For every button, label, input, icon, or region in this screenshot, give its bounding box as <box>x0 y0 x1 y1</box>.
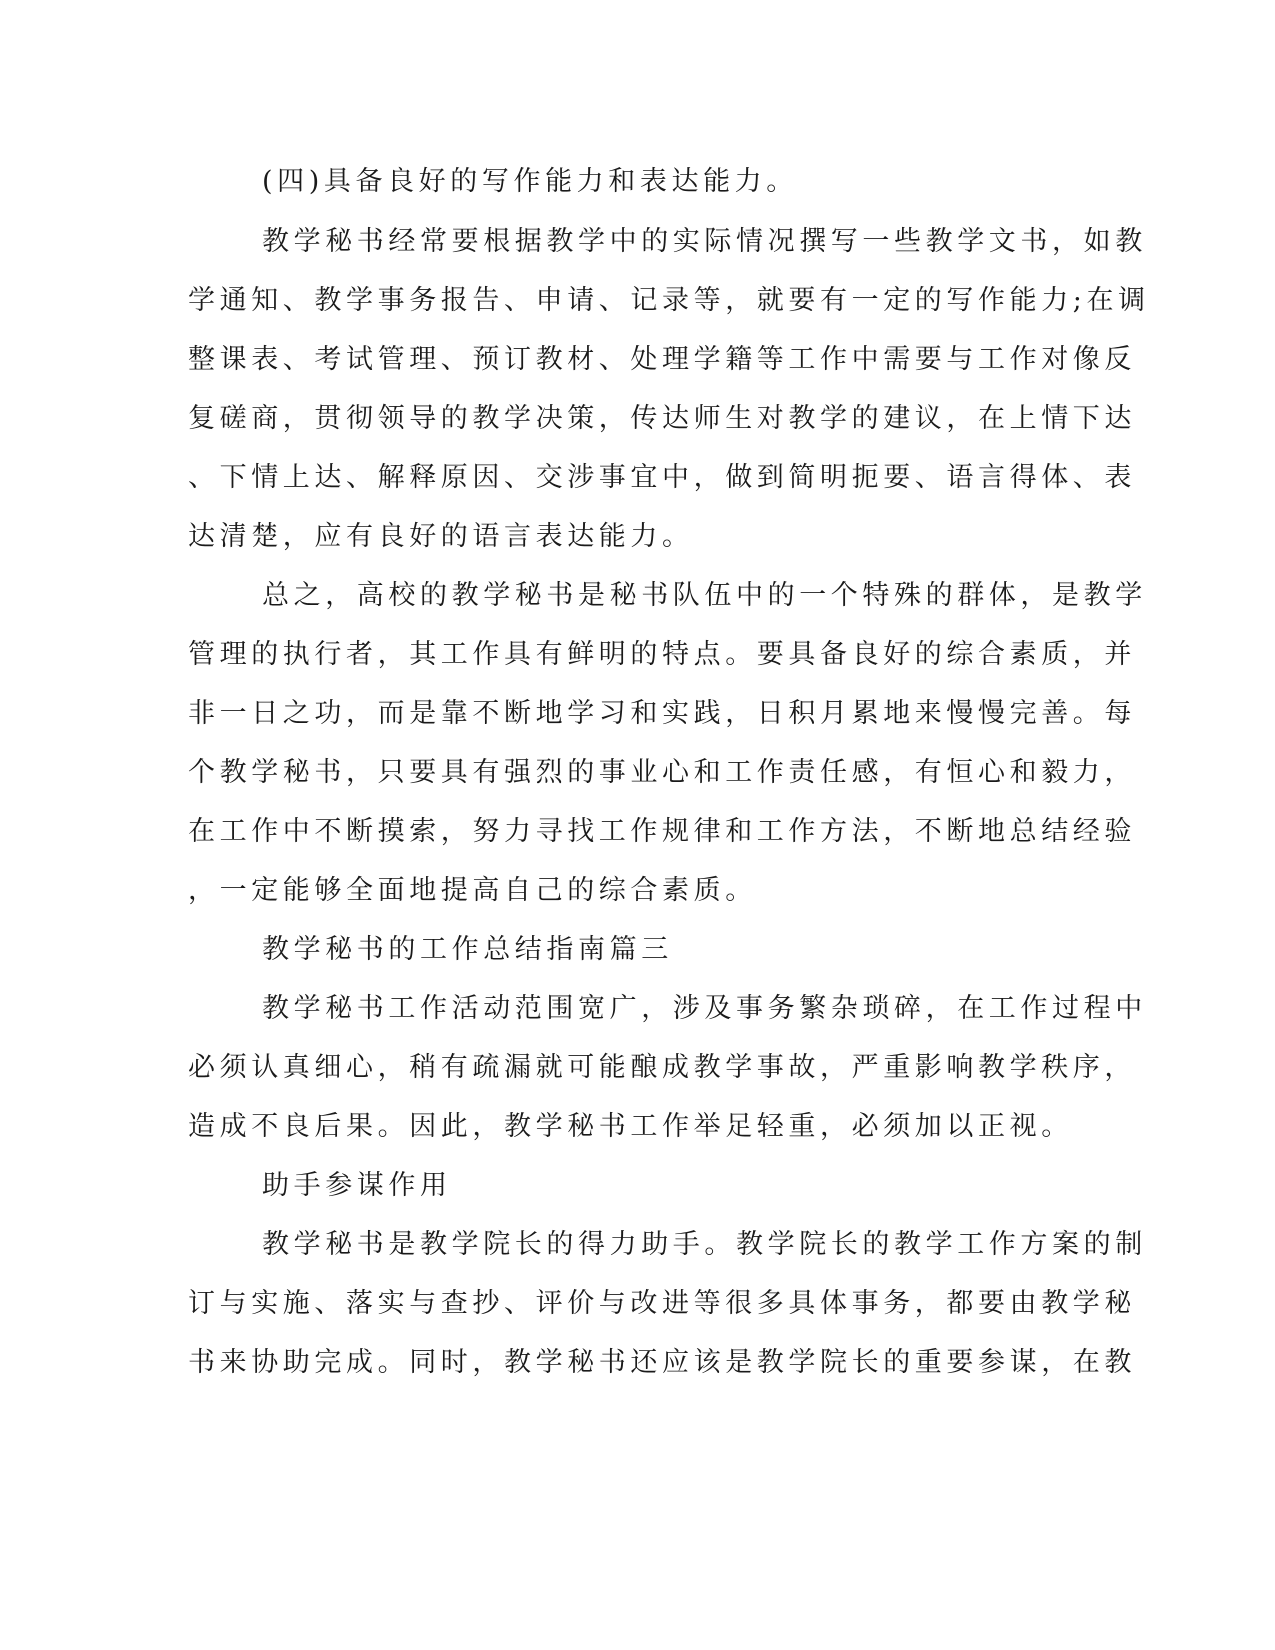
text-line: 、下情上达、解释原因、交涉事宜中，做到简明扼要、语言得体、表 <box>188 462 1136 493</box>
text-line: 在工作中不断摸索，努力寻找工作规律和工作方法，不断地总结经验 <box>188 816 1136 847</box>
text-line: 个教学秘书，只要具有强烈的事业心和工作责任感，有恒心和毅力， <box>188 757 1136 788</box>
text-line: 学通知、教学事务报告、申请、记录等，就要有一定的写作能力;在调 <box>188 285 1150 316</box>
text-line: 整课表、考试管理、预订教材、处理学籍等工作中需要与工作对像反 <box>188 344 1136 375</box>
text-line: 复磋商，贯彻领导的教学决策，传达师生对教学的建议，在上情下达 <box>188 403 1136 434</box>
subheading: 助手参谋作用 <box>262 1170 452 1201</box>
text-line: 总之，高校的教学秘书是秘书队伍中的一个特殊的群体，是教学 <box>262 580 1147 611</box>
text-line: 教学秘书是教学院长的得力助手。教学院长的教学工作方案的制 <box>262 1229 1147 1260</box>
section-heading: 教学秘书的工作总结指南篇三 <box>262 934 673 965</box>
text-line: 教学秘书工作活动范围宽广，涉及事务繁杂琐碎，在工作过程中 <box>262 993 1147 1024</box>
text-line: 非一日之功，而是靠不断地学习和实践，日积月累地来慢慢完善。每 <box>188 698 1136 729</box>
text-line: 必须认真细心，稍有疏漏就可能酿成教学事故，严重影响教学秩序， <box>188 1052 1136 1083</box>
text-line: 造成不良后果。因此，教学秘书工作举足轻重，必须加以正视。 <box>188 1111 1073 1142</box>
text-line: 教学秘书经常要根据教学中的实际情况撰写一些教学文书，如教 <box>262 226 1147 257</box>
text-line: (四)具备良好的写作能力和表达能力。 <box>262 166 798 197</box>
text-line: 管理的执行者，其工作具有鲜明的特点。要具备良好的综合素质，并 <box>188 639 1136 670</box>
text-line: 书来协助完成。同时，教学秘书还应该是教学院长的重要参谋，在教 <box>188 1347 1136 1378</box>
text-line: 订与实施、落实与查抄、评价与改进等很多具体事务，都要由教学秘 <box>188 1288 1136 1319</box>
text-line: ，一定能够全面地提高自己的综合素质。 <box>188 875 757 906</box>
text-line: 达清楚，应有良好的语言表达能力。 <box>188 521 694 552</box>
